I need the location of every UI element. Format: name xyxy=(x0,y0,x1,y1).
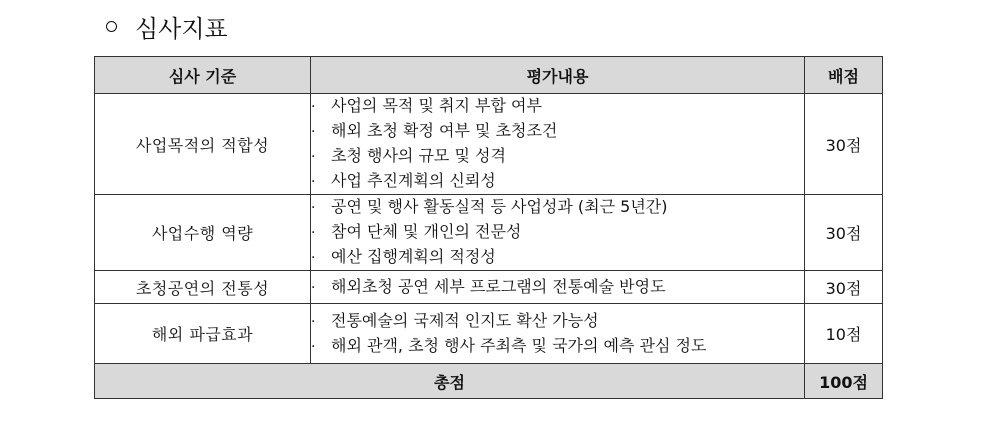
criteria-cell: 해외 파급효과 xyxy=(95,304,311,364)
dot-bullet-icon: · xyxy=(311,313,316,330)
table-row xyxy=(95,271,883,304)
dot-bullet-icon: · xyxy=(311,338,316,355)
dot-bullet-icon: · xyxy=(311,250,316,266)
dot-bullet-icon: · xyxy=(311,149,316,165)
list-item: · 전통예술의 국제적 인지도 확산 가능성 xyxy=(311,309,804,334)
total-score: 100점 xyxy=(805,364,883,399)
list-item: · 참여 단체 및 개인의 전문성 xyxy=(311,220,804,245)
section-heading xyxy=(106,6,228,46)
list-item: · 해외 관객, 초청 행사 주최측 및 국가의 예측 관심 정도 xyxy=(311,334,804,359)
evaluation-item-list xyxy=(311,195,804,270)
evaluation-item-list xyxy=(311,309,804,359)
list-item: · 해외 초청 확정 여부 및 초청조건 xyxy=(311,119,804,144)
column-header-criteria: 심사 기준 xyxy=(95,57,311,94)
list-item: · 예산 집행계획의 적정성 xyxy=(311,245,804,270)
list-item: · 초청 행사의 규모 및 성격 xyxy=(311,144,804,169)
criteria-cell: 사업수행 역량 xyxy=(95,195,311,271)
table-row xyxy=(95,94,883,195)
dot-bullet-icon: · xyxy=(311,174,316,190)
score-cell: 30점 xyxy=(805,195,883,271)
content-cell xyxy=(311,271,805,304)
dot-bullet-icon: · xyxy=(311,99,316,115)
total-row xyxy=(95,364,883,399)
list-item: · 사업의 목적 및 취지 부합 여부 xyxy=(311,94,804,119)
list-item: · 공연 및 행사 활동실적 등 사업성과 (최근 5년간) xyxy=(311,195,804,220)
column-header-content: 평가내용 xyxy=(311,57,805,94)
section-title: 심사지표 xyxy=(135,14,228,43)
evaluation-table xyxy=(94,56,883,399)
dot-bullet-icon: · xyxy=(311,200,316,216)
content-cell xyxy=(311,304,805,364)
total-label: 총점 xyxy=(95,364,805,399)
evaluation-item-list xyxy=(311,275,804,300)
circle-bullet-icon xyxy=(106,21,117,32)
table-row xyxy=(95,195,883,271)
content-cell xyxy=(311,94,805,195)
list-item: · 사업 추진계획의 신뢰성 xyxy=(311,169,804,194)
content-cell xyxy=(311,195,805,271)
column-header-score: 배점 xyxy=(805,57,883,94)
table-row xyxy=(95,304,883,364)
dot-bullet-icon: · xyxy=(311,124,316,140)
evaluation-item-list xyxy=(311,94,804,194)
score-cell: 30점 xyxy=(805,271,883,304)
table-header-row xyxy=(95,57,883,94)
score-cell: 30점 xyxy=(805,94,883,195)
criteria-cell: 초청공연의 전통성 xyxy=(95,271,311,304)
dot-bullet-icon: · xyxy=(311,225,316,241)
dot-bullet-icon: · xyxy=(311,279,316,296)
list-item: · 해외초청 공연 세부 프로그램의 전통예술 반영도 xyxy=(311,275,804,300)
score-cell: 10점 xyxy=(805,304,883,364)
criteria-cell: 사업목적의 적합성 xyxy=(95,94,311,195)
